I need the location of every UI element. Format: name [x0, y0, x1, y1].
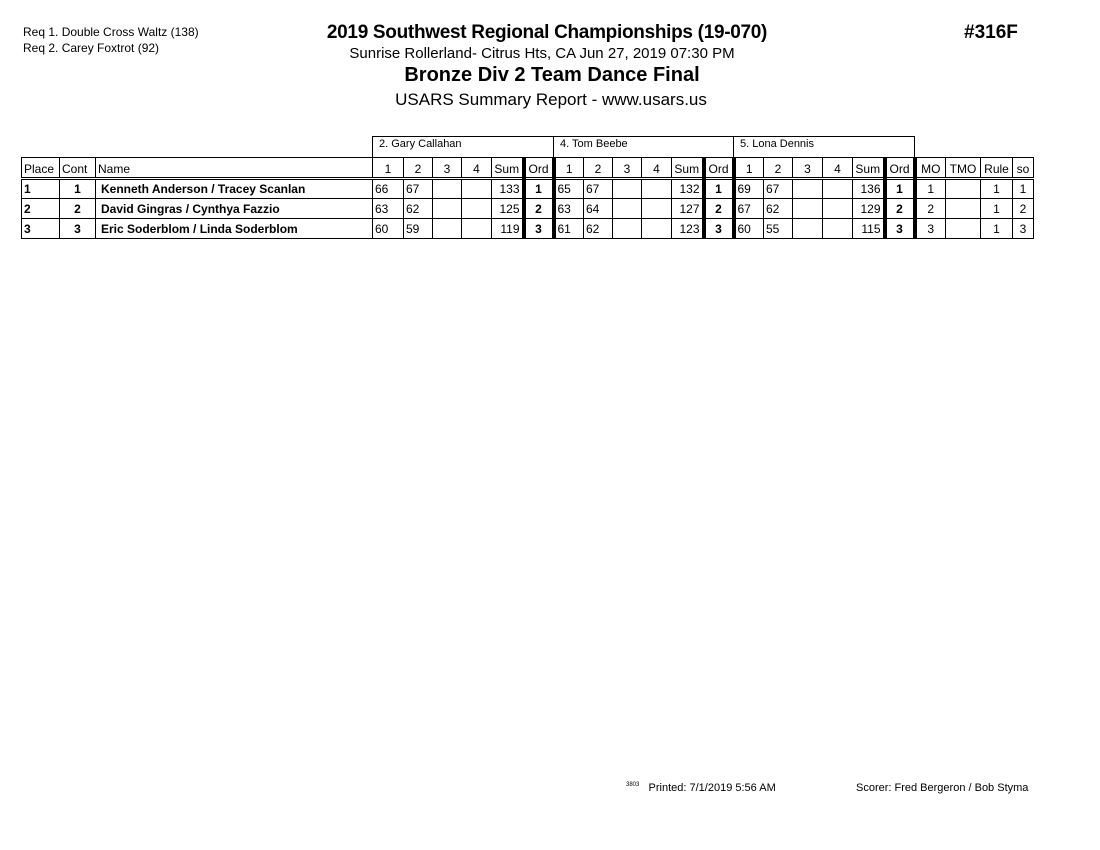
col-cont: Cont: [60, 158, 96, 179]
name-cell: David Gingras / Cynthya Fazzio: [96, 199, 373, 219]
score-cell: [793, 219, 823, 239]
col-so: so: [1013, 158, 1034, 179]
event-number: #316F: [964, 22, 1018, 43]
table-row: [22, 179, 1034, 199]
col-j1-sum: Sum: [492, 158, 524, 179]
score-cell: [642, 219, 672, 239]
score-cell: [823, 179, 853, 199]
col-j2-1: 1: [554, 158, 584, 179]
judge-2-name: 4. Tom Beebe: [554, 137, 734, 158]
results-table: [21, 136, 1034, 239]
cont-cell: 3: [60, 219, 96, 239]
score-cell: [613, 219, 642, 239]
score-cell: 69: [734, 179, 764, 199]
required-dance-2: Req 2. Carey Foxtrot (92): [23, 41, 160, 55]
col-rule: Rule: [981, 158, 1013, 179]
judge-header-row: [22, 137, 1034, 158]
col-j1-1: 1: [373, 158, 404, 179]
col-j1-4: 4: [462, 158, 492, 179]
col-j1-ord: Ord: [524, 158, 554, 179]
ord-cell: 2: [704, 199, 734, 219]
score-cell: [793, 179, 823, 199]
venue-line: Sunrise Rollerland- Citrus Hts, CA Jun 27, 2019 07:30 PM: [349, 45, 735, 62]
mo-cell: 1: [915, 179, 946, 199]
so-cell: 3: [1013, 219, 1034, 239]
col-j3-sum: Sum: [853, 158, 885, 179]
score-cell: 67: [584, 179, 613, 199]
sum-cell: 132: [672, 179, 704, 199]
ord-cell: 1: [885, 179, 915, 199]
rule-cell: 1: [981, 179, 1013, 199]
col-tmo: TMO: [946, 158, 981, 179]
col-j3-3: 3: [793, 158, 823, 179]
col-name: Name: [96, 158, 373, 179]
column-header-row: [22, 158, 1034, 179]
score-cell: 67: [764, 179, 793, 199]
ord-cell: 3: [885, 219, 915, 239]
score-cell: [642, 179, 672, 199]
championship-title: 2019 Southwest Regional Championships (19-070): [326, 22, 768, 43]
score-cell: 64: [584, 199, 613, 219]
col-mo: MO: [915, 158, 946, 179]
name-cell: Kenneth Anderson / Tracey Scanlan: [96, 179, 373, 199]
place-cell: 1: [22, 179, 60, 199]
ord-cell: 1: [704, 179, 734, 199]
score-cell: 62: [584, 219, 613, 239]
mo-cell: 2: [915, 199, 946, 219]
col-place: Place: [22, 158, 60, 179]
so-cell: 2: [1013, 199, 1034, 219]
score-cell: 67: [734, 199, 764, 219]
score-cell: 67: [404, 179, 433, 199]
sum-cell: 119: [492, 219, 524, 239]
score-cell: 55: [764, 219, 793, 239]
col-j1-2: 2: [404, 158, 433, 179]
table-row: [22, 219, 1034, 239]
col-j3-1: 1: [734, 158, 764, 179]
place-cell: 3: [22, 219, 60, 239]
col-j1-3: 3: [433, 158, 462, 179]
col-j3-4: 4: [823, 158, 853, 179]
report-code: 3803: [626, 782, 640, 788]
report-title: USARS Summary Report - www.usars.us: [395, 90, 707, 109]
sum-cell: 136: [853, 179, 885, 199]
col-j2-sum: Sum: [672, 158, 704, 179]
place-cell: 2: [22, 199, 60, 219]
score-cell: 62: [764, 199, 793, 219]
tmo-cell: [946, 219, 981, 239]
printed-timestamp: Printed: 7/1/2019 5:56 AM: [648, 782, 776, 794]
rule-cell: 1: [981, 219, 1013, 239]
sum-cell: 123: [672, 219, 704, 239]
cont-cell: 1: [60, 179, 96, 199]
score-cell: 66: [373, 179, 404, 199]
score-cell: [433, 179, 462, 199]
sum-cell: 127: [672, 199, 704, 219]
col-j2-3: 3: [613, 158, 642, 179]
sum-cell: 115: [853, 219, 885, 239]
score-cell: [613, 199, 642, 219]
score-cell: [642, 199, 672, 219]
name-cell: Eric Soderblom / Linda Soderblom: [96, 219, 373, 239]
ord-cell: 3: [704, 219, 734, 239]
col-j2-ord: Ord: [704, 158, 734, 179]
score-cell: 63: [554, 199, 584, 219]
event-title: Bronze Div 2 Team Dance Final: [404, 64, 700, 86]
score-cell: [462, 199, 492, 219]
sum-cell: 125: [492, 199, 524, 219]
ord-cell: 3: [524, 219, 554, 239]
score-cell: 65: [554, 179, 584, 199]
col-j2-2: 2: [584, 158, 613, 179]
sum-cell: 129: [853, 199, 885, 219]
so-cell: 1: [1013, 179, 1034, 199]
table-row: [22, 199, 1034, 219]
col-j3-ord: Ord: [885, 158, 915, 179]
print-info: [626, 782, 776, 794]
required-dance-1: Req 1. Double Cross Waltz (138): [23, 25, 199, 39]
score-cell: [462, 219, 492, 239]
score-cell: [433, 199, 462, 219]
ord-cell: 2: [524, 199, 554, 219]
col-j2-4: 4: [642, 158, 672, 179]
scorer-info: Scorer: Fred Bergeron / Bob Styma: [856, 782, 1029, 794]
score-cell: [823, 199, 853, 219]
sum-cell: 133: [492, 179, 524, 199]
score-cell: 60: [373, 219, 404, 239]
mo-cell: 3: [915, 219, 946, 239]
judge-3-name: 5. Lona Dennis: [734, 137, 915, 158]
score-cell: 62: [404, 199, 433, 219]
judge-1-name: 2. Gary Callahan: [373, 137, 554, 158]
score-cell: [613, 179, 642, 199]
score-cell: 59: [404, 219, 433, 239]
score-cell: 60: [734, 219, 764, 239]
score-cell: [462, 179, 492, 199]
tmo-cell: [946, 199, 981, 219]
score-cell: 61: [554, 219, 584, 239]
rule-cell: 1: [981, 199, 1013, 219]
score-cell: [433, 219, 462, 239]
col-j3-2: 2: [764, 158, 793, 179]
ord-cell: 1: [524, 179, 554, 199]
score-cell: [823, 219, 853, 239]
tmo-cell: [946, 179, 981, 199]
cont-cell: 2: [60, 199, 96, 219]
score-cell: 63: [373, 199, 404, 219]
ord-cell: 2: [885, 199, 915, 219]
score-cell: [793, 199, 823, 219]
